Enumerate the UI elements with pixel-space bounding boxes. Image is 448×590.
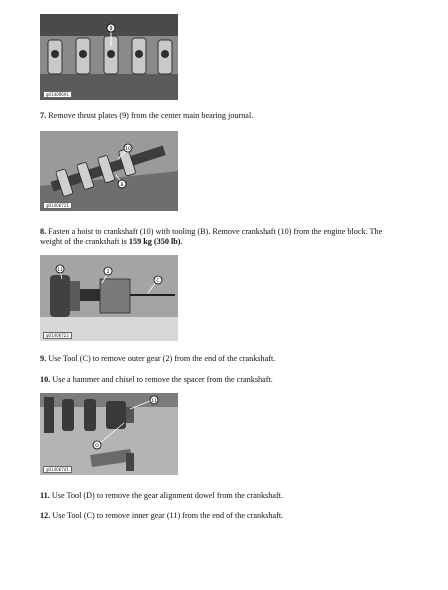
callout-label: 11 [151, 399, 157, 404]
step-10 [40, 375, 400, 385]
step-text: Use a hammer and chisel to remove the spacer from the crankshaft. [50, 375, 273, 384]
figure-caption: g01406741 [43, 466, 72, 473]
callout-label: D [95, 444, 99, 449]
step-number: 9. [40, 354, 47, 363]
figure-2-photo [40, 131, 178, 211]
step-number: 7. [40, 111, 47, 120]
figure-caption: g01406721 [43, 202, 72, 209]
step-number: 8. [40, 227, 47, 236]
crankshaft-hoist-illustration [40, 131, 178, 211]
step-11 [40, 491, 400, 501]
step-text: Use Tool (C) to remove outer gear (2) from the end of the crankshaft. [46, 354, 276, 363]
callout-label: 9 [109, 26, 113, 32]
crankshaft-weight: 159 kg (350 lb) [128, 237, 181, 246]
crankshaft-gear-tool-illustration [40, 255, 178, 341]
step-7 [40, 111, 400, 121]
callout-label: 10 [125, 147, 131, 152]
step-number: 10. [40, 375, 51, 384]
figure-caption: g01406691 [43, 91, 72, 98]
figure-1-photo [40, 14, 178, 100]
step-text: Use Tool (C) to remove inner gear (11) from the end of the crankshaft. [50, 511, 284, 520]
gear-dowel-illustration [40, 393, 178, 475]
callout-label: B [120, 183, 124, 188]
figure-4-photo [40, 393, 178, 475]
step-text: Remove thrust plates (9) from the center main bearing journal. [46, 111, 254, 120]
step-text-end: . [180, 237, 183, 246]
engine-block-illustration [40, 14, 178, 100]
callout-label: C [156, 279, 160, 284]
step-12 [40, 511, 400, 521]
step-number: 11. [40, 491, 50, 500]
step-number: 12. [40, 511, 51, 520]
callout-label: 11 [57, 268, 63, 273]
step-text: Fasten a hoist to crankshaft (10) with tooling (B). Remove crankshaft (10) from the engine block. The weight of the crankshaft is [40, 227, 383, 246]
callout-label: 2 [106, 270, 110, 275]
step-text: Use Tool (D) to remove the gear alignment dowel from the crankshaft. [49, 491, 284, 500]
figure-3-photo [40, 255, 178, 341]
step-8 [40, 227, 400, 247]
figure-caption: g01406722 [43, 332, 72, 339]
step-9 [40, 354, 400, 364]
